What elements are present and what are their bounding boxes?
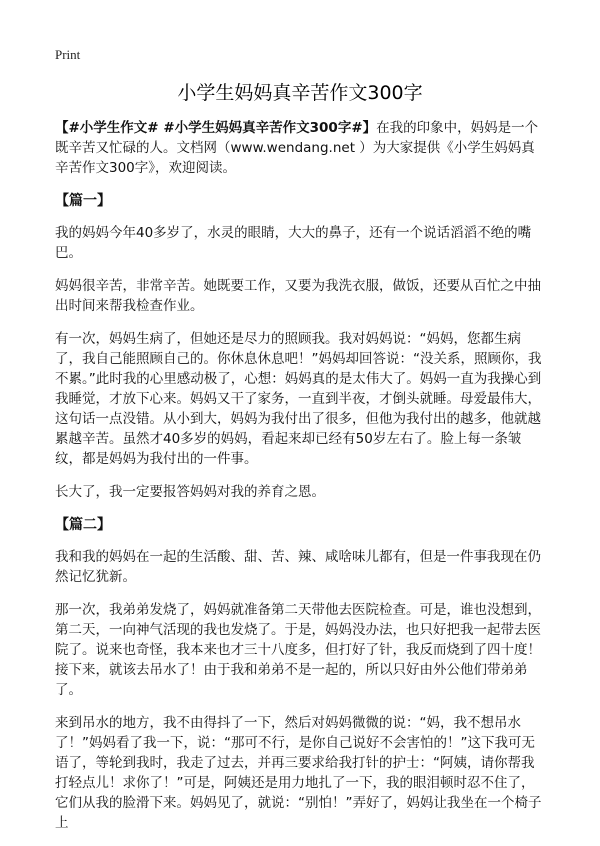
paragraph: 我的妈妈今年40多岁了，水灵的眼睛，大大的鼻子，还有一个说话滔滔不绝的嘴巴。 xyxy=(55,225,532,261)
intro-text: 在我的印象中，妈妈是一个既辛苦又忙碌的人。文档网（www.wendang.net ）为大家提供《小学生妈妈真辛苦作文300字》，欢迎阅读。 xyxy=(55,120,539,176)
page-title: 小学生妈妈真辛苦作文300字 xyxy=(177,82,423,104)
paragraph: 那一次，我弟弟发烧了，妈妈就准备第二天带他去医院检查。可是，谁也没想到，第二天，一向神气活现的我也发烧了。于是，妈妈没办法，也只好把我一起带去医院了。说来也奇怪，我本来也才三十八度多，但打好了针，我反而烧到了四十度！接下来，就该去吊水了！由于我和弟弟不是一起的，所以只好由外公他们带弟弟了。 xyxy=(55,602,541,698)
article-body xyxy=(55,118,547,846)
paragraph: 妈妈很辛苦，非常辛苦。她既要工作，又要为我洗衣服，做饭，还要从百忙之中抽出时间来帮我检查作业。 xyxy=(55,278,541,314)
intro-paragraph xyxy=(55,118,547,178)
section-heading-2: 【篇二】 xyxy=(55,517,111,533)
paragraph: 长大了，我一定要报答妈妈对我的养育之恩。 xyxy=(55,484,325,500)
paragraph: 我和我的妈妈在一起的生活酸、甜、苦、辣、咸啥味儿都有，但是一件事我现在仍然记忆犹新。 xyxy=(55,549,541,585)
intro-tag: 【#小学生作文# #小学生妈妈真辛苦作文300字#】 xyxy=(55,120,377,136)
paragraph: 有一次，妈妈生病了，但她还是尽力的照顾我。我对妈妈说：“妈妈，您都生病了，我自己能照顾自己的。你休息休息吧！”妈妈却回答说：“没关系，照顾你，我不累。”此时我的心里感动极了，心想：妈妈真的是太伟大了。妈妈一直为我操心到我睡觉，才放下心来。妈妈又干了家务，一直到半夜，才倒头就睡。母爱最伟大，这句话一点没错。从小到大，妈妈为我付出了很多，但他为我付出的越多，他就越累越辛苦。虽然才40多岁的妈妈，看起来却已经有50岁左右了。脸上每一条皱纹，都是妈妈为我付出的一件事。 xyxy=(55,331,542,467)
print-link[interactable]: Print xyxy=(55,47,81,62)
section-heading-1: 【篇一】 xyxy=(55,193,111,209)
paragraph: 来到吊水的地方，我不由得抖了一下，然后对妈妈微微的说：“妈，我不想吊水了！”妈妈看了我一下，说：“那可不行，是你自己说好不会害怕的！”这下我可无语了，等轮到我时，我走了过去，并再三要求给我打针的护士：“阿姨，请你帮我打轻点儿！求你了！”可是，阿姨还是用力地扎了一下，我的眼泪顿时忍不住了，它们从我的脸滑下来。妈妈见了，就说：“别怕！”弄好了，妈妈让我坐在一个椅子上 xyxy=(55,715,542,831)
